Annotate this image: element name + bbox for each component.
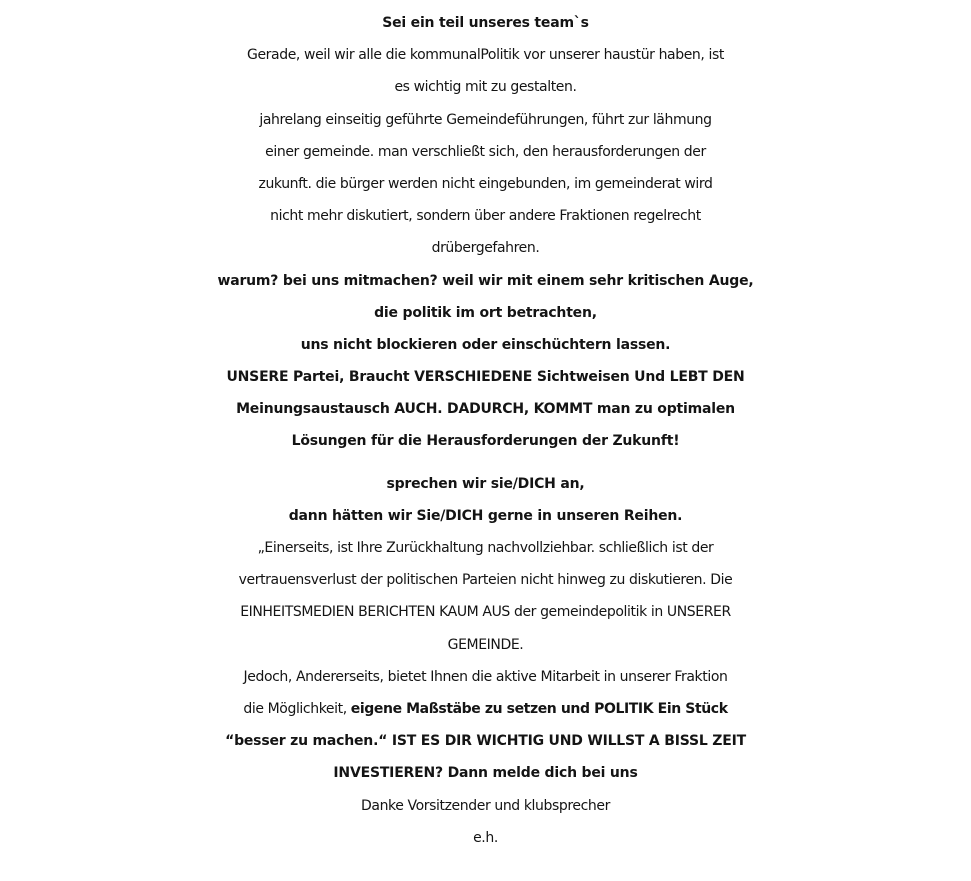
text-line: „Einerseits, ist Ihre Zurückhaltung nachvollziehbar. schließlich ist der — [257, 540, 714, 556]
signature-line: Danke Vorsitzender und klubsprecher — [361, 797, 610, 814]
signature-block — [0, 790, 971, 854]
invitation-paragraph — [0, 468, 971, 532]
bold-text-line: die politik im ort betrachten, — [374, 304, 597, 321]
bold-text-line: INVESTIEREN? Dann melde dich bei uns — [333, 765, 638, 782]
text-line: Gerade, weil wir alle die kommunalPolitik vor unserer haustür haben, ist — [247, 47, 724, 64]
bold-text-line: “besser zu machen.“ IST ES DIR WICHTIG UND WILLST A BISSL ZEIT — [225, 733, 746, 750]
text-line: vertrauensverlust der politischen Parteien nicht hinweg zu diskutieren. Die — [238, 572, 733, 589]
text-line: Jedoch, Andererseits, bietet Ihnen die aktive Mitarbeit in unserer Fraktion — [243, 668, 728, 685]
why-join-paragraph — [0, 265, 971, 458]
text-line: EINHEITSMEDIEN BERICHTEN KAUM AUS der gemeindepolitik in UNSERER — [240, 604, 731, 621]
signature-initials: e.h. — [473, 829, 498, 846]
text-line: nicht mehr diskutiert, sondern über andere Fraktionen regelrecht — [270, 208, 701, 225]
bold-text-line: warum? bei uns mitmachen? weil wir mit einem sehr kritischen Auge, — [217, 272, 754, 289]
bold-text-line: Lösungen für die Herausforderungen der Zukunft! — [291, 433, 680, 450]
text-line: zukunft. die bürger werden nicht eingebunden, im gemeinderat wird — [258, 175, 713, 192]
bold-text-line: uns nicht blockieren oder einschüchtern lassen. — [300, 336, 671, 353]
bold-text-line: Meinungsaustausch AUCH. DADURCH, KOMMT man zu optimalen — [236, 401, 735, 418]
text-line: GEMEINDE. — [447, 636, 524, 653]
text-line: jahrelang einseitig geführte Gemeindeführungen, führt zur lähmung — [259, 111, 712, 128]
intro-paragraph — [0, 39, 971, 264]
bold-text-line: UNSERE Partei, Braucht VERSCHIEDENE Sichtweisen Und LEBT DEN — [226, 369, 745, 386]
mixed-text-line — [0, 693, 971, 725]
text-line: einer gemeinde. man verschließt sich, den herausforderungen der — [265, 143, 706, 160]
text-line: es wichtig mit zu gestalten. — [394, 79, 577, 96]
bold-text-segment: eigene Maßstäbe zu setzen und POLITIK Ein Stück — [350, 700, 728, 717]
bold-text-line: dann hätten wir Sie/DICH gerne in unseren Reihen. — [288, 507, 683, 524]
document-title: Sei ein teil unseres team`s — [382, 15, 589, 31]
quote-paragraph — [0, 532, 971, 790]
paragraph-spacer — [0, 458, 971, 468]
text-line: drübergefahren. — [431, 240, 540, 257]
text-segment: die Möglichkeit, — [243, 700, 351, 717]
bold-text-line: sprechen wir sie/DICH an, — [386, 475, 585, 492]
